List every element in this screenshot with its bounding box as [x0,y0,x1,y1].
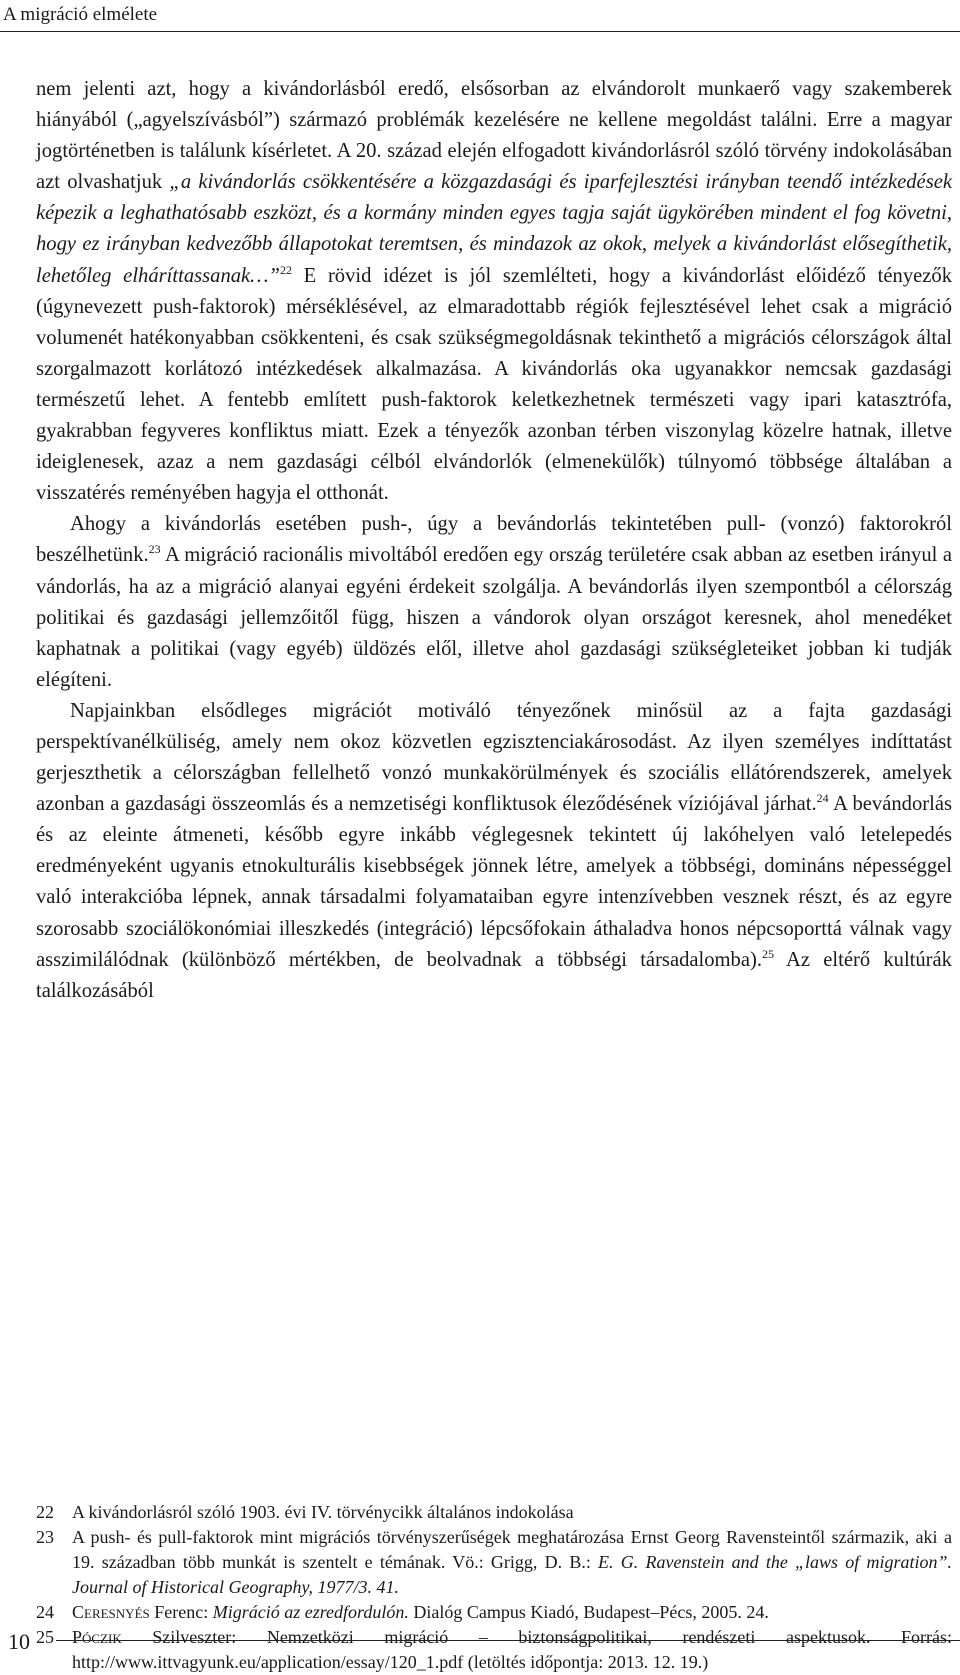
footnote-text-a[interactable]: Szilveszter: Nemzetközi migráció – biztonságpolitikai, rendészeti aspektusok. Forrás: http://www.ittvagyunk.eu/application/essay/120_1.pdf (letöltés időpontja: 2013. 12. 19.) [72,1627,952,1672]
main-text [36,74,952,1007]
footnote-text [72,1600,952,1625]
footnote-book-title: Migráció az ezredfordulón. [212,1602,409,1622]
paragraph-1-text-a: nem jelenti azt, hogy a kivándorlásból eredő, elsősorban az elvándorolt munkaerő vagy szakemberek hiányából („agyelszívásból”) származó problémák kezelésére ne kellene megoldást találni. Erre a magyar jogtörténetben is találunk kísérletet. A 20. század elején elfogadott kivándorlásról szóló törvény indokolásában azt olvashatjuk [36,78,952,194]
footnote-author: Póczik [72,1627,122,1647]
footnote-23 [36,1525,952,1600]
footnote-author: Ceresnyés [72,1602,150,1622]
running-header [0,2,960,32]
footnote-number: 23 [36,1527,54,1547]
footnote-ref-25[interactable]: 25 [762,946,774,961]
page-footer [0,1627,960,1657]
paragraph-3 [36,696,952,1007]
paragraph-2-text-a: Ahogy a kivándorlás esetében push-, úgy a bevándorlás tekintetében pull- (vonzó) faktorokról beszélhetünk. [36,513,952,567]
page-number: 10 [8,1629,30,1654]
footnote-citation: E. G. Ravenstein and the „laws of migration”. Journal of Historical Geography, 1977/3. 41. [72,1552,952,1597]
law-quote: „a kivándorlás csökkentésére a közgazdasági és iparfejlesztési irányban teendő intézkedések képezik a leghathatósabb eszközt, és a kormány minden egyes tagja saját ügykörében mindent el fog követni, hogy ez irányban kedvezőbb állapotokat teremtsen, és mindazok az okok, melyek a kivándorlást elősegíthetik, lehetőleg elháríttassanak…” [36,171,952,287]
footnote-text-a: Ferenc: [149,1602,213,1622]
footnote-text-b: Dialóg Campus Kiadó, Budapest–Pécs, 2005. 24. [408,1602,769,1622]
footer-rule [56,1640,960,1641]
paragraph-1-text-b: E rövid idézet is jól szemlélteti, hogy a kivándorlást előidéző tényezők (úgynevezett push-faktorok) mérséklésével, az elmaradottabb régiók fejlesztésével lehet csak a migráció volumenét hatékonyabban csökkenteni, és csak szükségmegoldásnak tekinthető a migrációs célországok által szorgalmazott korlátozó intézkedések alkalmazása. A kivándorlás oka ugyanakkor nemcsak gazdasági természetű lehet. A fentebb említett push-faktorok keletkezhetnek természeti vagy ipari katasztrófa, gyakrabban fegyveres konfliktus miatt. Ezek a tényezők azonban térben viszonylag közelre hatnak, illetve ideiglenesek, azaz a nem gazdasági célból elvándorlók (elmenekülők) túlnyomó többsége általában a visszatérés reményében hagyja el otthonát. [36,264,952,505]
footnote-ref-24[interactable]: 24 [816,791,829,806]
footnote-text: A kivándorlásról szóló 1903. évi IV. törvénycikk általános indokolása [72,1502,574,1522]
paragraph-3-text-c: Az eltérő kultúrák találkozásából [36,948,952,1002]
footnote-24 [36,1600,952,1625]
footnote-text-a: A push- és pull-faktorok mint migrációs törvényszerűségek meghatározása Ernst Georg Ravensteintől származik, aki a 19. században több munkát is szentelt e témának. Vö.: Grigg, D. B.: [72,1527,952,1572]
footnote-number: 24 [36,1602,54,1622]
paragraph-1 [36,74,952,509]
footnote-number: 25 [36,1627,54,1647]
running-title: A migráció elmélete [3,4,158,25]
footnote-ref-23[interactable]: 23 [148,542,161,557]
paragraph-3-text-b: A bevándorlás és az eleinte átmeneti, később egyre inkább véglegesnek tekintett új lakóhelyen való letelepedés eredményeként ugyanis etnokulturális kisebbségek jönnek létre, amelyek a többségi, domináns népességgel való interakcióba lépnek, annak társadalmi folyamataiban egyre intenzívebben vesznek részt, és az egyre szorosabb szociálökonómiai illeszkedés (integráció) lépcsőfokain áthaladva honos népcsoporttá válnak vagy asszimilálódnak (különböző mértékben, de beolvadnak a többségi társadalomba). [36,793,952,971]
paragraph-2 [36,509,952,696]
footnote-ref-22[interactable]: 22 [279,262,292,277]
paragraph-2-text-b: A migráció racionális mivoltából eredően egy ország területére csak abban az esetben irányul a vándorlás, ha az a migráció alanyai egyéni érdekeit szolgálja. A bevándorlás ilyen szempontból a célország politikai és gazdasági jellemzőitől függ, hiszen a vándorok olyan országot keresnek, ahol menedéket kaphatnak a politikai (vagy egyéb) üldözés elől, illetve ahol gazdasági szükségleteiket jobban ki tudják elégíteni. [36,544,952,691]
footnote-number: 22 [36,1502,54,1522]
paragraph-3-text-a: Napjainkban elsődleges migrációt motiváló tényezőnek minősül az a fajta gazdasági perspektívanélküliség, amely nem okoz közvetlen egzisztenciakárosodást. Az ilyen személyes indíttatást gerjeszthetik a célországban fellelhető vonzó munkakörülmények és szociális ellátórendszerek, amelyek azonban a gazdasági összeomlás és a nemzetiségi konfliktusok éleződésének víziójával járhat. [36,699,952,816]
footnote-text [72,1525,952,1600]
footnote-22 [36,1500,952,1525]
